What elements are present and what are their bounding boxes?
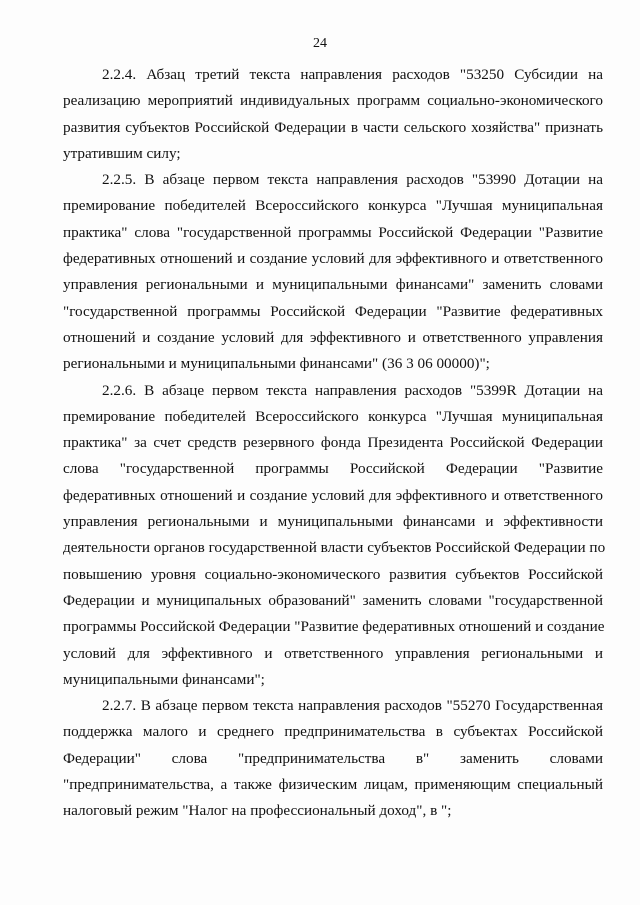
text-line: налоговый режим "Налог на профессиональный доход", в "; xyxy=(63,802,452,820)
text-line: деятельности органов государственной власти субъектов Российской Федерации по xyxy=(63,539,606,557)
text-line: "государственной программы Российской Федерации "Развитие федеративных xyxy=(63,302,603,320)
text-line: 2.2.6. В абзаце первом текста направления расходов "5399R Дотации на xyxy=(102,381,603,399)
paragraph-2-2-4 xyxy=(63,62,603,167)
document-body xyxy=(63,62,606,825)
text-line: федеративных отношений и создание условий для эффективного и ответственного xyxy=(63,250,603,268)
paragraph-2-2-7 xyxy=(63,693,603,824)
text-line: утратившим силу; xyxy=(63,144,181,162)
text-line: практика" за счет средств резервного фонда Президента Российской Федерации xyxy=(63,434,603,452)
text-line: управления региональными и муниципальными финансами и эффективности xyxy=(63,513,603,531)
text-line: повышению уровня социально-экономического развития субъектов Российской xyxy=(63,565,603,583)
text-line: "предпринимательства, а также физическим лицам, применяющим специальный xyxy=(63,776,603,794)
text-line: 2.2.4. Абзац третий текста направления расходов "53250 Субсидии на xyxy=(102,66,603,83)
text-line: слова "государственной программы Российской Федерации "Развитие xyxy=(63,460,603,478)
text-line: Федерации" слова "предпринимательства в" заменить словами xyxy=(63,749,603,767)
text-line: поддержка малого и среднего предпринимательства в субъектах Российской xyxy=(63,723,603,741)
paragraph-2-2-6 xyxy=(63,378,606,694)
paragraph-2-2-5 xyxy=(63,167,603,377)
text-line: управления региональными и муниципальными финансами" заменить словами xyxy=(63,276,603,294)
text-line: реализацию мероприятий индивидуальных программ социально-экономического xyxy=(63,92,603,110)
text-line: отношений и создание условий для эффективного и ответственного управления xyxy=(63,328,603,346)
text-line: 2.2.5. В абзаце первом текста направления расходов "53990 Дотации на xyxy=(102,171,603,189)
text-line: муниципальными финансами"; xyxy=(63,670,265,688)
text-line: федеративных отношений и создание условий для эффективного и ответственного xyxy=(63,486,603,504)
text-line: премирование победителей Всероссийского конкурса "Лучшая муниципальная xyxy=(63,197,603,215)
text-line: Федерации и муниципальных образований" заменить словами "государственной xyxy=(63,591,603,609)
text-line: развития субъектов Российской Федерации в части сельского хозяйства" признать xyxy=(63,118,603,136)
text-line: условий для эффективного и ответственного управления региональными и xyxy=(63,644,603,662)
text-line: программы Российской Федерации "Развитие федеративных отношений и создание xyxy=(63,618,605,636)
text-line: 2.2.7. В абзаце первом текста направления расходов "55270 Государственная xyxy=(102,697,603,715)
text-line: практика" слова "государственной программы Российской Федерации "Развитие xyxy=(63,223,603,241)
text-line: премирование победителей Всероссийского конкурса "Лучшая муниципальная xyxy=(63,407,603,425)
page-number: 24 xyxy=(313,36,327,51)
text-line: региональными и муниципальными финансами" (36 3 06 00000)"; xyxy=(63,355,490,373)
